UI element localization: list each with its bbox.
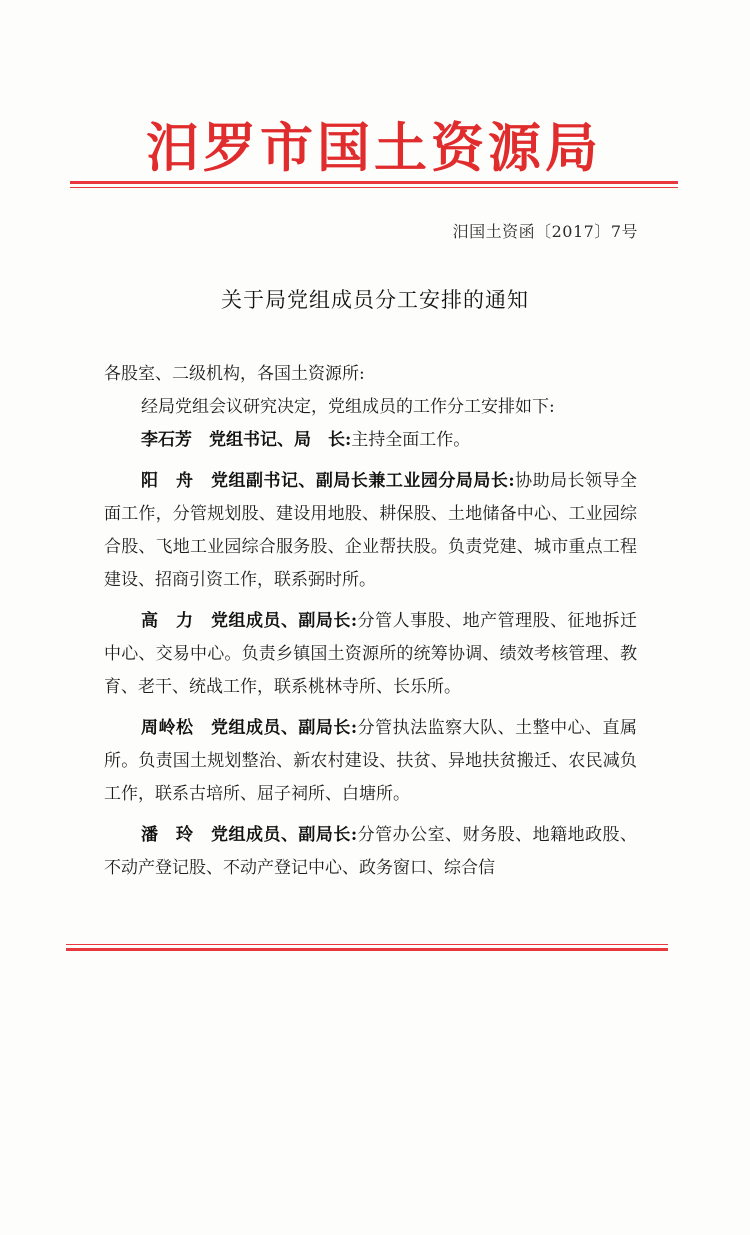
- member-role: 党组成员、副局长:: [210, 718, 358, 738]
- assignment-paragraph: [104, 424, 637, 457]
- document-title: 关于局党组成员分工安排的通知: [221, 288, 529, 312]
- member-duties: 协助局长领导全面工作，分管规划股、建设用地股、耕保股、土地储备中心、工业园综合股、飞地工业园综合服务股、企业帮扶股。负责党建、城市重点工程建设、招商引资工作，联系弼时所。: [104, 471, 638, 590]
- assignment-paragraph: [104, 465, 637, 597]
- member-role: 党组成员、副局长:: [210, 825, 358, 845]
- intro-paragraph: 经局党组会议研究决定，党组成员的工作分工安排如下:: [141, 397, 555, 417]
- header-rule-thin: [70, 187, 678, 188]
- member-name: 潘 玲: [141, 825, 194, 845]
- member-role: 党组书记、局 长:: [209, 430, 352, 450]
- member-name: 周岭松: [141, 718, 194, 738]
- member-role: 党组成员、副局长:: [210, 611, 358, 631]
- org-masthead: 汨罗市国土资源局: [146, 117, 602, 179]
- member-duties: 主持全面工作。: [351, 430, 471, 450]
- member-duties: 分管办公室、财务股、地籍地政股、不动产登记股、不动产登记中心、政务窗口、综合信: [104, 825, 638, 878]
- assignment-paragraph: [104, 819, 637, 885]
- assignment-paragraph: [104, 712, 637, 811]
- member-name: 高 力: [141, 611, 194, 631]
- member-duties: 分管执法监察大队、土整中心、直属所。负责国土规划整治、新农村建设、扶贫、异地扶贫搬迁、农民减负工作，联系古培所、屈子祠所、白塘所。: [104, 718, 638, 804]
- document-number: 汨国土资函〔2017〕7号: [452, 222, 638, 241]
- member-duties: 分管人事股、地产管理股、征地拆迁中心、交易中心。负责乡镇国土资源所的统筹协调、绩效考核管理、教育、老干、统战工作，联系桃林寺所、长乐所。: [104, 611, 638, 697]
- footer-rule-thin: [66, 944, 668, 945]
- assignment-paragraph: [104, 605, 637, 704]
- header-rule-thick: [70, 181, 678, 184]
- footer-rule-thick: [66, 948, 668, 951]
- document-body: [104, 358, 637, 885]
- salutation: 各股室、二级机构，各国土资源所:: [104, 364, 365, 384]
- member-name: 阳 舟: [141, 471, 194, 491]
- member-role: 党组副书记、副局长兼工业园分局局长:: [210, 471, 515, 491]
- member-name: 李石芳: [141, 430, 192, 450]
